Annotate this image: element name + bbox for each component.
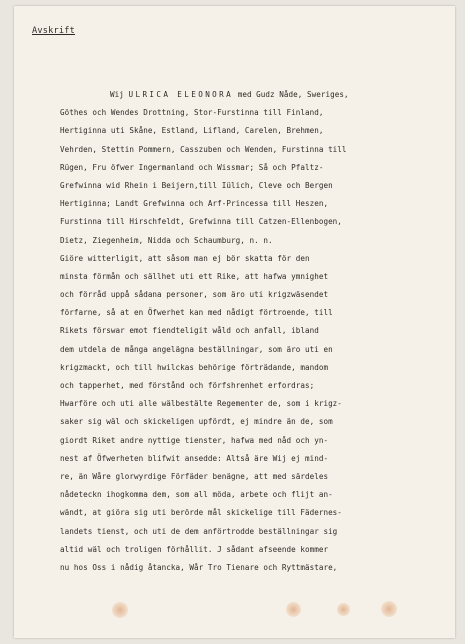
- text-line: Hertiginna; Landt Grefwinna och Arf-Princessa till Heszen,: [60, 199, 329, 209]
- text-line: landets tienst, och uti de dem anförtrodde beställningar sig: [60, 526, 338, 536]
- text-line: Giöre witterligit, att såsom man ej bör skatta för den: [60, 253, 310, 263]
- text-line: dem utdela de många angelägna beställningar, som äro uti en: [60, 344, 333, 354]
- text-line: förfarne, så at en Öfwerhet kan med nådigt förtroende, till: [60, 308, 333, 318]
- queen-name: ULRICA ELEONORA: [128, 90, 234, 99]
- text-line: nådeteckn ihogkomma dem, som all möda, arbete och flijt an-: [60, 490, 333, 500]
- text-line: Dietz, Ziegenheim, Nidda och Schaumburg, n. n.: [60, 235, 273, 245]
- text-line: Hertiginna uti Skåne, Estland, Lifland, Carelen, Brehmen,: [60, 126, 324, 136]
- stain-spot: [337, 603, 350, 616]
- opening-suffix: med Gudz Nåde, Sweriges,: [233, 90, 349, 99]
- text-line: Rikets förswar emot fiendteligit wåld och anfall, ibland: [60, 326, 319, 336]
- text-line: Göthes och Wendes Drottning, Stor-Furstinna till Finland,: [60, 108, 324, 118]
- text-line: Vehrden, Stettin Pommern, Casszuben och Wenden, Furstinna till: [60, 144, 347, 154]
- stain-spot: [381, 601, 397, 617]
- text-line: saker sig wäl och skickeligen upfördt, ej mindre än de, som: [60, 417, 333, 427]
- text-line: och förråd uppå sådana personer, som äro uti krigzwäsendet: [60, 290, 329, 300]
- text-line: Grefwinna wid Rhein i Beijern,till Iülich, Cleve och Bergen: [60, 180, 333, 190]
- document-body: [60, 86, 452, 577]
- text-line: Furstinna till Hirschfeldt, Grefwinna till Catzen-Ellenbogen,: [60, 217, 342, 227]
- text-line: altid wäl och troligen förhållit. J sådant afseende kommer: [60, 544, 329, 554]
- text-line: giordt Riket andre nyttige tienster, hafwa med nåd och yn-: [60, 435, 329, 445]
- stain-spot: [112, 602, 128, 618]
- text-line: nu hos Oss i nådig åtancka, Wår Tro Tienare och Ryttmästare,: [60, 562, 338, 572]
- text-line: Rügen, Fru öfwer Ingermanland och Wissmar; Så och Pfaltz-: [60, 162, 324, 172]
- document-heading: Avskrift: [32, 26, 75, 36]
- text-line: re, än Wåre glorwyrdige Förfäder benägne, att med särdeles: [60, 471, 329, 481]
- stain-spot: [286, 602, 301, 617]
- text-line: och tapperhet, med förstånd och förfshrenhet erfordras;: [60, 381, 315, 390]
- document-page: [14, 6, 455, 638]
- text-line: Hwarföre och uti alle wälbestälte Regementer de, som i krigz-: [60, 399, 342, 409]
- text-line-opening: [60, 86, 452, 104]
- text-line: nest af Öfwerheten blifwit ansedde: Altså äre Wij ej mind-: [60, 453, 329, 463]
- text-line: krigzmackt, och till hwilckas behörige förträdande, mandom: [60, 362, 329, 372]
- text-line: wändt, at giöra sig uti berörde mål skickelige till Fädernes-: [60, 508, 342, 518]
- text-line: minsta förmån och sällhet uti ett Rike, att hafwa ymnighet: [60, 271, 329, 281]
- opening-prefix: Wij: [110, 90, 129, 99]
